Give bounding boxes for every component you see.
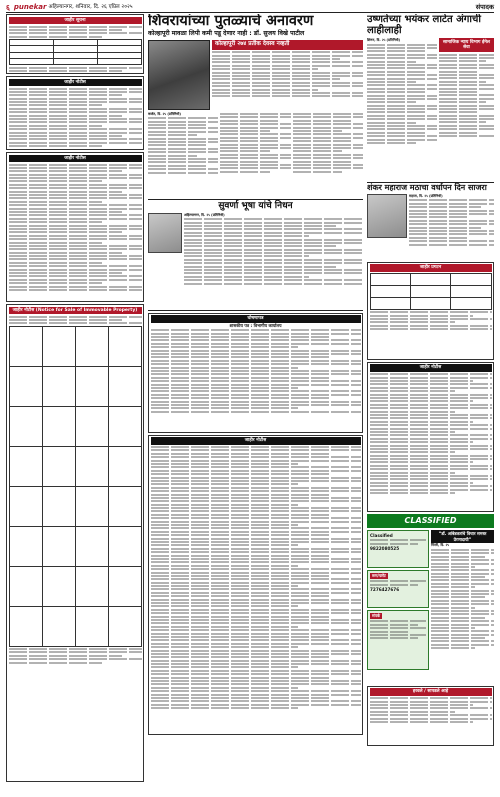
mid-notice-title: जाहीर नोटीस xyxy=(9,79,142,87)
classified-phone-1: 9822080525 xyxy=(370,546,400,552)
main-subhead: कोल्हापूरी मावळा लिपी कमी पडू देणार नाही : डॉ. सुजय विखे पाटील xyxy=(148,30,305,38)
main-headline: शिवरायांच्या पुतळ्याचे अनावरण xyxy=(148,14,314,29)
top-notice-title: जाहीर सूचना xyxy=(9,17,142,25)
classified-ad-3 xyxy=(367,610,429,670)
edition-line: अहिल्यानगर, शनिवार, दि. २६ एप्रिल २०२५ xyxy=(48,4,133,11)
classified-ad-1 xyxy=(367,530,429,568)
legal-notice-main xyxy=(148,435,363,735)
public-notice-table xyxy=(370,273,492,310)
ghoshanapatra-box xyxy=(148,313,363,433)
mid-notice xyxy=(6,76,144,150)
suvarna-headline: सुवर्णा भूषा यांचे निधन xyxy=(218,200,293,211)
lower-legal-notice-title: जाहीर नोटीस xyxy=(370,364,492,372)
public-notice xyxy=(367,262,494,360)
classified-room-tag: रूम/फ्लॅट xyxy=(372,573,386,579)
shankar-photo xyxy=(367,194,407,238)
section-label: संपादक xyxy=(475,3,494,12)
heatwave-dateline: शिरूर, दि. २५ (प्रतिनिधी) xyxy=(367,38,401,42)
social-justice-headline: सामाजिक न्याय विभाग ईमेल सेवा xyxy=(439,38,494,52)
ambedkar-headline: “डॉ. आंबेडकरांचे विचार समस्त प्रेरणादायी” xyxy=(431,530,494,544)
shankar-dateline: राहाता, दि. २५ (प्रतिनिधी) xyxy=(409,193,443,198)
classified-ad-2 xyxy=(367,570,429,608)
legal-notice-title: जाहीर नोटीस xyxy=(151,437,361,445)
ghoshanapatra-subtitle: शासकीय पत्र : विभागीय कार्यालय xyxy=(229,322,282,328)
page-number: ६ xyxy=(6,2,10,12)
main-story-column xyxy=(148,14,363,793)
ghoshanapatra-title: घोषणापत्र xyxy=(151,315,361,323)
sale-notice-title: जाहीर नोटीस (Notice for Sale of Immovable Property) xyxy=(9,307,142,315)
lost-found-title: हरवले / सापडले आहे xyxy=(370,688,492,696)
property-sale-notice xyxy=(6,304,144,782)
legal-notice-dense xyxy=(6,152,144,302)
public-notice-title: जाहीर प्रगटन xyxy=(370,264,492,272)
lower-notice-title: जाहीर नोटीस xyxy=(9,155,142,163)
suvarna-dateline: अहिल्यानगर, दि. २५ (प्रतिनिधी) xyxy=(184,212,225,217)
ambedkar-dateline: पिंपरी, दि. २५ xyxy=(431,543,450,548)
main-dateline: कर्जत, दि. २५ (प्रतिनिधी) xyxy=(148,111,181,116)
statue-photo xyxy=(148,40,210,110)
suvarna-photo xyxy=(148,213,182,253)
masthead xyxy=(6,3,494,13)
sale-table xyxy=(9,326,142,647)
classified-banner: CLASSIFIED xyxy=(367,514,494,528)
right-column xyxy=(367,14,494,793)
highlight-bar: कोल्हापूरी २७४ प्रतीक देवस्व नव्हती xyxy=(212,40,363,50)
classified-contact-tag: संपर्क xyxy=(372,613,381,619)
classified-phone-2: 7276427676 xyxy=(370,587,400,593)
top-notice xyxy=(6,14,144,74)
lower-legal-notice xyxy=(367,362,494,512)
shankar-headline: शंकर महाराज मठाचा वर्धापन दिन साजरा xyxy=(367,183,487,192)
classified-subtitle: Classified xyxy=(370,532,393,538)
lost-found-box xyxy=(367,686,494,746)
paper-logo: punekar xyxy=(13,3,47,12)
notice-column xyxy=(6,14,144,793)
heatwave-headline: उष्णतेच्या भयंकर लाटेत अंगाची लाहीलाही xyxy=(367,14,481,36)
notice-table xyxy=(9,39,142,65)
